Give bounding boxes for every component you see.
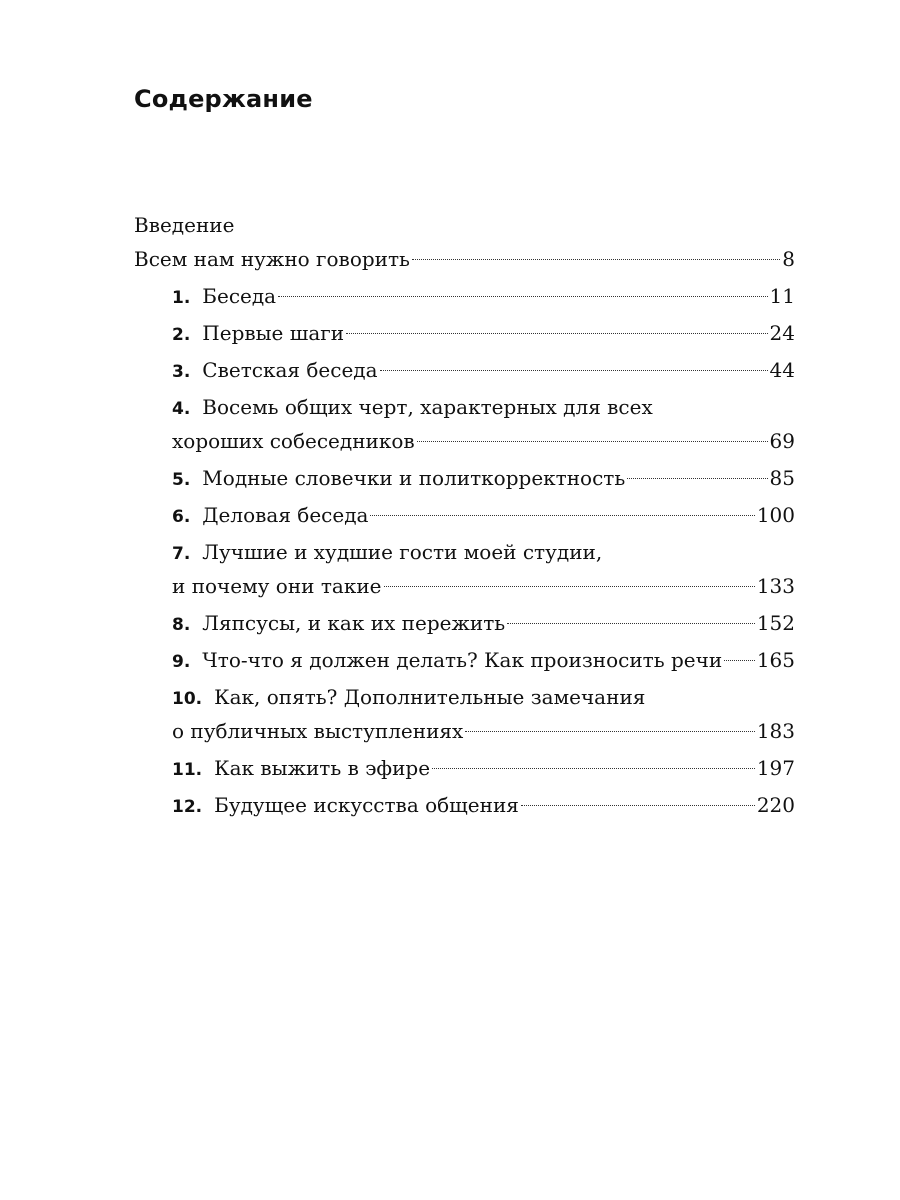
chapter-page-number: 11 (769, 284, 795, 308)
page-title: Содержание (134, 85, 313, 113)
chapter-number: 2. (172, 325, 191, 345)
dot-leader (627, 478, 767, 479)
chapter-title-line: Первые шаги (202, 321, 345, 345)
chapter-number: 1. (172, 288, 191, 308)
toc-entry-line (172, 788, 795, 822)
dot-leader (724, 660, 755, 661)
chapter-number: 11. (172, 760, 203, 780)
toc-entry-line (172, 279, 795, 313)
chapter-page-number: 69 (769, 429, 795, 453)
chapter-page-number: 183 (756, 719, 795, 743)
table-of-contents (134, 208, 795, 825)
toc-entry-chapter-7 (134, 535, 795, 603)
chapter-title-line: Лучшие и худшие гости моей студии, (202, 540, 603, 564)
dot-leader (432, 768, 755, 769)
toc-entry-chapter-12 (134, 788, 795, 822)
toc-entry-line (172, 643, 795, 677)
dot-leader (412, 259, 780, 260)
toc-entry-chapter-9 (134, 643, 795, 677)
dot-leader (278, 296, 767, 297)
chapter-page-number: 85 (769, 466, 795, 490)
toc-entry-title: Всем нам нужно говорить (134, 247, 410, 271)
toc-entry-line (172, 680, 795, 714)
dot-leader (370, 515, 754, 516)
chapter-title-line: Как, опять? Дополнительные замечания (214, 685, 646, 709)
chapter-number: 9. (172, 652, 191, 672)
toc-entry-chapter-2 (134, 316, 795, 350)
chapter-number: 10. (172, 689, 203, 709)
dot-leader (465, 731, 754, 732)
chapter-page-number: 44 (769, 358, 795, 382)
chapter-list (134, 279, 795, 822)
toc-entry-line (172, 498, 795, 532)
chapter-number: 7. (172, 544, 191, 564)
chapter-number: 5. (172, 470, 191, 490)
toc-entry-chapter-6 (134, 498, 795, 532)
toc-entry-line (172, 606, 795, 640)
toc-entry-line (134, 242, 795, 276)
dot-leader (346, 333, 767, 334)
chapter-page-number: 197 (756, 756, 795, 780)
chapter-title-line: Восемь общих черт, характерных для всех (202, 395, 653, 419)
dot-leader (384, 586, 755, 587)
chapter-page-number: 220 (756, 793, 795, 817)
toc-entry-line (172, 390, 795, 424)
chapter-title-line: о публичных выступлениях (172, 719, 464, 743)
toc-entry-chapter-10 (134, 680, 795, 748)
chapter-title-line: хороших собеседников (172, 429, 415, 453)
toc-entry-chapter-8 (134, 606, 795, 640)
chapter-title-line: Ляпсусы, и как их пережить (202, 611, 506, 635)
chapter-number: 3. (172, 362, 191, 382)
toc-entry-line (172, 569, 795, 603)
chapter-title-line: Будущее искусства общения (214, 793, 519, 817)
chapter-title-line: Что-что я должен делать? Как произносить речи (202, 648, 723, 672)
chapter-number: 6. (172, 507, 191, 527)
toc-entry-chapter-5 (134, 461, 795, 495)
chapter-page-number: 100 (756, 503, 795, 527)
chapter-page-number: 152 (756, 611, 795, 635)
dot-leader (507, 623, 755, 624)
toc-entry-chapter-1 (134, 279, 795, 313)
toc-entry-chapter-11 (134, 751, 795, 785)
toc-entry-line (172, 751, 795, 785)
toc-entry-line (172, 353, 795, 387)
chapter-page-number: 24 (769, 321, 795, 345)
intro-section-label: Введение (134, 213, 235, 237)
chapter-number: 8. (172, 615, 191, 635)
toc-entry-chapter-3 (134, 353, 795, 387)
chapter-title-line: Модные словечки и политкорректность (202, 466, 626, 490)
chapter-title-line: Деловая беседа (202, 503, 369, 527)
toc-entry-line (172, 714, 795, 748)
dot-leader (380, 370, 768, 371)
chapter-number: 12. (172, 797, 203, 817)
chapter-title-line: Беседа (202, 284, 277, 308)
toc-entry-intro (134, 242, 795, 276)
dot-leader (417, 441, 768, 442)
chapter-title-line: Как выжить в эфире (214, 756, 431, 780)
toc-entry-line (172, 461, 795, 495)
chapter-page-number: 165 (756, 648, 795, 672)
chapter-number: 4. (172, 399, 191, 419)
toc-entry-line (172, 424, 795, 458)
toc-entry-page: 8 (782, 247, 795, 271)
toc-entry-line (172, 535, 795, 569)
dot-leader (521, 805, 755, 806)
chapter-page-number: 133 (756, 574, 795, 598)
chapter-title-line: Светская беседа (202, 358, 378, 382)
chapter-title-line: и почему они такие (172, 574, 382, 598)
toc-entry-chapter-4 (134, 390, 795, 458)
toc-entry-line (172, 316, 795, 350)
